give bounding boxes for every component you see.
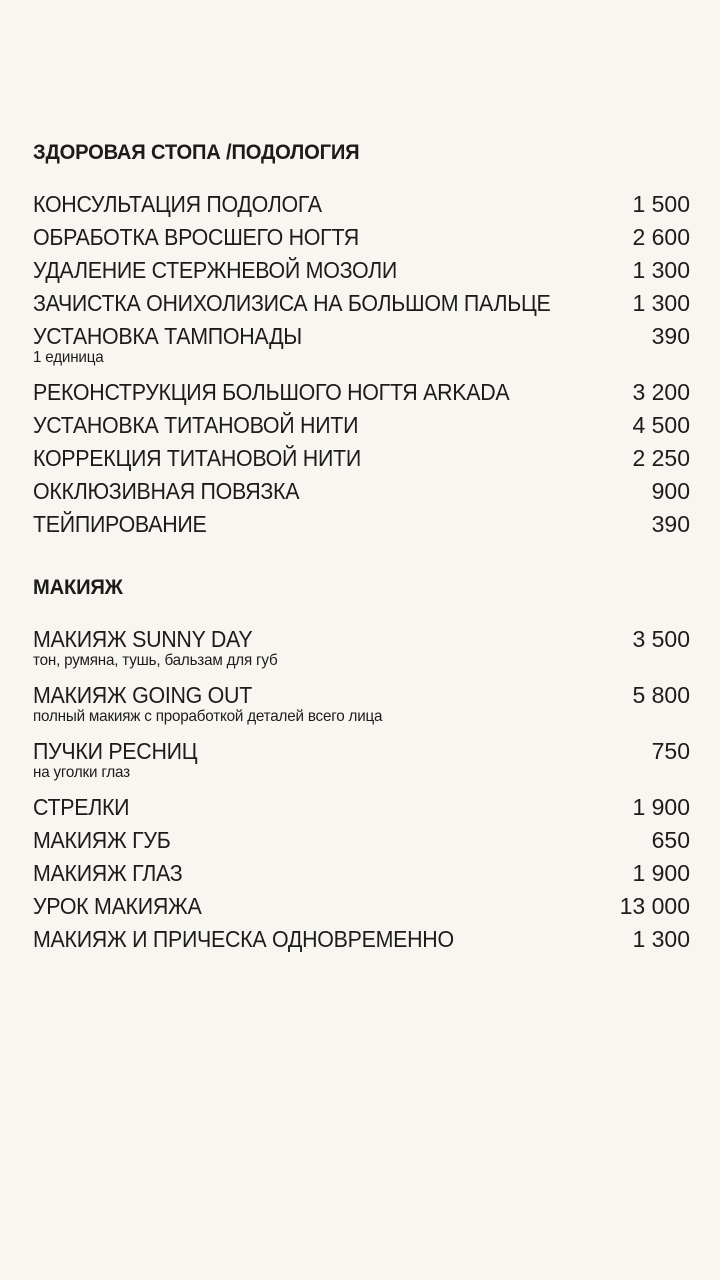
item-price: 650	[651, 827, 690, 853]
item-name: МАКИЯЖ И ПРИЧЕСКА ОДНОВРЕМЕННО	[33, 926, 454, 952]
item-name: ТЕЙПИРОВАНИЕ	[33, 511, 207, 537]
price-row	[33, 512, 690, 536]
item-name-block	[33, 380, 545, 404]
price-row	[33, 795, 690, 819]
price-row	[33, 683, 690, 726]
price-row	[33, 324, 690, 367]
item-name-block	[33, 828, 181, 852]
item-price: 4 500	[632, 412, 690, 438]
item-price: 750	[651, 738, 690, 764]
item-name-block	[33, 291, 589, 315]
item-price: 5 800	[632, 682, 690, 708]
item-name: КОНСУЛЬТАЦИЯ ПОДОЛОГА	[33, 191, 322, 217]
item-name: КОРРЕКЦИЯ ТИТАНОВОЙ НИТИ	[33, 445, 361, 471]
item-name-block	[33, 795, 137, 819]
item-name: ПУЧКИ РЕСНИЦ	[33, 738, 198, 764]
item-price: 1 900	[632, 860, 690, 886]
section-rows	[33, 192, 690, 536]
item-name: ОБРАБОТКА ВРОСШЕГО НОГТЯ	[33, 224, 359, 250]
price-row	[33, 479, 690, 503]
price-row	[33, 828, 690, 852]
item-price: 1 300	[632, 257, 690, 283]
item-price: 1 900	[632, 794, 690, 820]
item-note: тон, румяна, тушь, бальзам для губ	[33, 652, 278, 669]
item-name-block	[33, 258, 424, 282]
item-name-block	[33, 413, 383, 437]
price-row	[33, 894, 690, 918]
item-name: УРОК МАКИЯЖА	[33, 893, 202, 919]
item-price: 13 000	[619, 893, 690, 919]
item-name: МАКИЯЖ ГЛАЗ	[33, 860, 183, 886]
item-note: 1 единица	[33, 349, 104, 366]
price-row	[33, 380, 690, 404]
item-name-block	[33, 894, 214, 918]
price-sections	[33, 141, 690, 951]
item-name-block	[33, 739, 210, 782]
item-name-block	[33, 627, 290, 670]
item-name: ОККЛЮЗИВНАЯ ПОВЯЗКА	[33, 478, 300, 504]
item-note: полный макияж с проработкой деталей всего лица	[33, 708, 383, 725]
price-row	[33, 739, 690, 782]
item-price: 2 600	[632, 224, 690, 250]
item-name: ЗАЧИСТКА ОНИХОЛИЗИСА НА БОЛЬШОМ ПАЛЬЦЕ	[33, 290, 551, 316]
item-name-block	[33, 324, 322, 367]
item-price: 1 500	[632, 191, 690, 217]
price-row	[33, 291, 690, 315]
item-price: 900	[651, 478, 690, 504]
item-name-block	[33, 192, 343, 216]
item-name-block	[33, 861, 194, 885]
item-name-block	[33, 927, 486, 951]
item-name: УСТАНОВКА ТИТАНОВОЙ НИТИ	[33, 412, 359, 438]
item-name: РЕКОНСТРУКЦИЯ БОЛЬШОГО НОГТЯ ARKADA	[33, 379, 510, 405]
price-row	[33, 861, 690, 885]
item-name-block	[33, 683, 401, 726]
price-row	[33, 258, 690, 282]
item-price: 1 300	[632, 926, 690, 952]
price-section	[33, 576, 690, 951]
item-price: 1 300	[632, 290, 690, 316]
section-rows	[33, 627, 690, 951]
price-row	[33, 446, 690, 470]
price-row	[33, 627, 690, 670]
item-price: 390	[651, 511, 690, 537]
item-price: 2 250	[632, 445, 690, 471]
price-section	[33, 141, 690, 536]
item-name-block	[33, 446, 386, 470]
section-title: ЗДОРОВАЯ СТОПА /ПОДОЛОГИЯ	[33, 141, 360, 164]
item-name-block	[33, 479, 319, 503]
section-title: МАКИЯЖ	[33, 576, 123, 599]
item-name-block	[33, 512, 220, 536]
price-row	[33, 927, 690, 951]
item-note: на уголки глаз	[33, 764, 130, 781]
item-name: МАКИЯЖ GOING OUT	[33, 682, 253, 708]
price-row	[33, 192, 690, 216]
item-price: 3 200	[632, 379, 690, 405]
item-price: 3 500	[632, 626, 690, 652]
price-row	[33, 225, 690, 249]
item-name: МАКИЯЖ ГУБ	[33, 827, 171, 853]
item-name: УСТАНОВКА ТАМПОНАДЫ	[33, 323, 302, 349]
item-price: 390	[651, 323, 690, 349]
price-row	[33, 413, 690, 437]
item-name-block	[33, 225, 383, 249]
item-name: УДАЛЕНИЕ СТЕРЖНЕВОЙ МОЗОЛИ	[33, 257, 397, 283]
item-name: МАКИЯЖ SUNNY DAY	[33, 626, 253, 652]
item-name: СТРЕЛКИ	[33, 794, 130, 820]
